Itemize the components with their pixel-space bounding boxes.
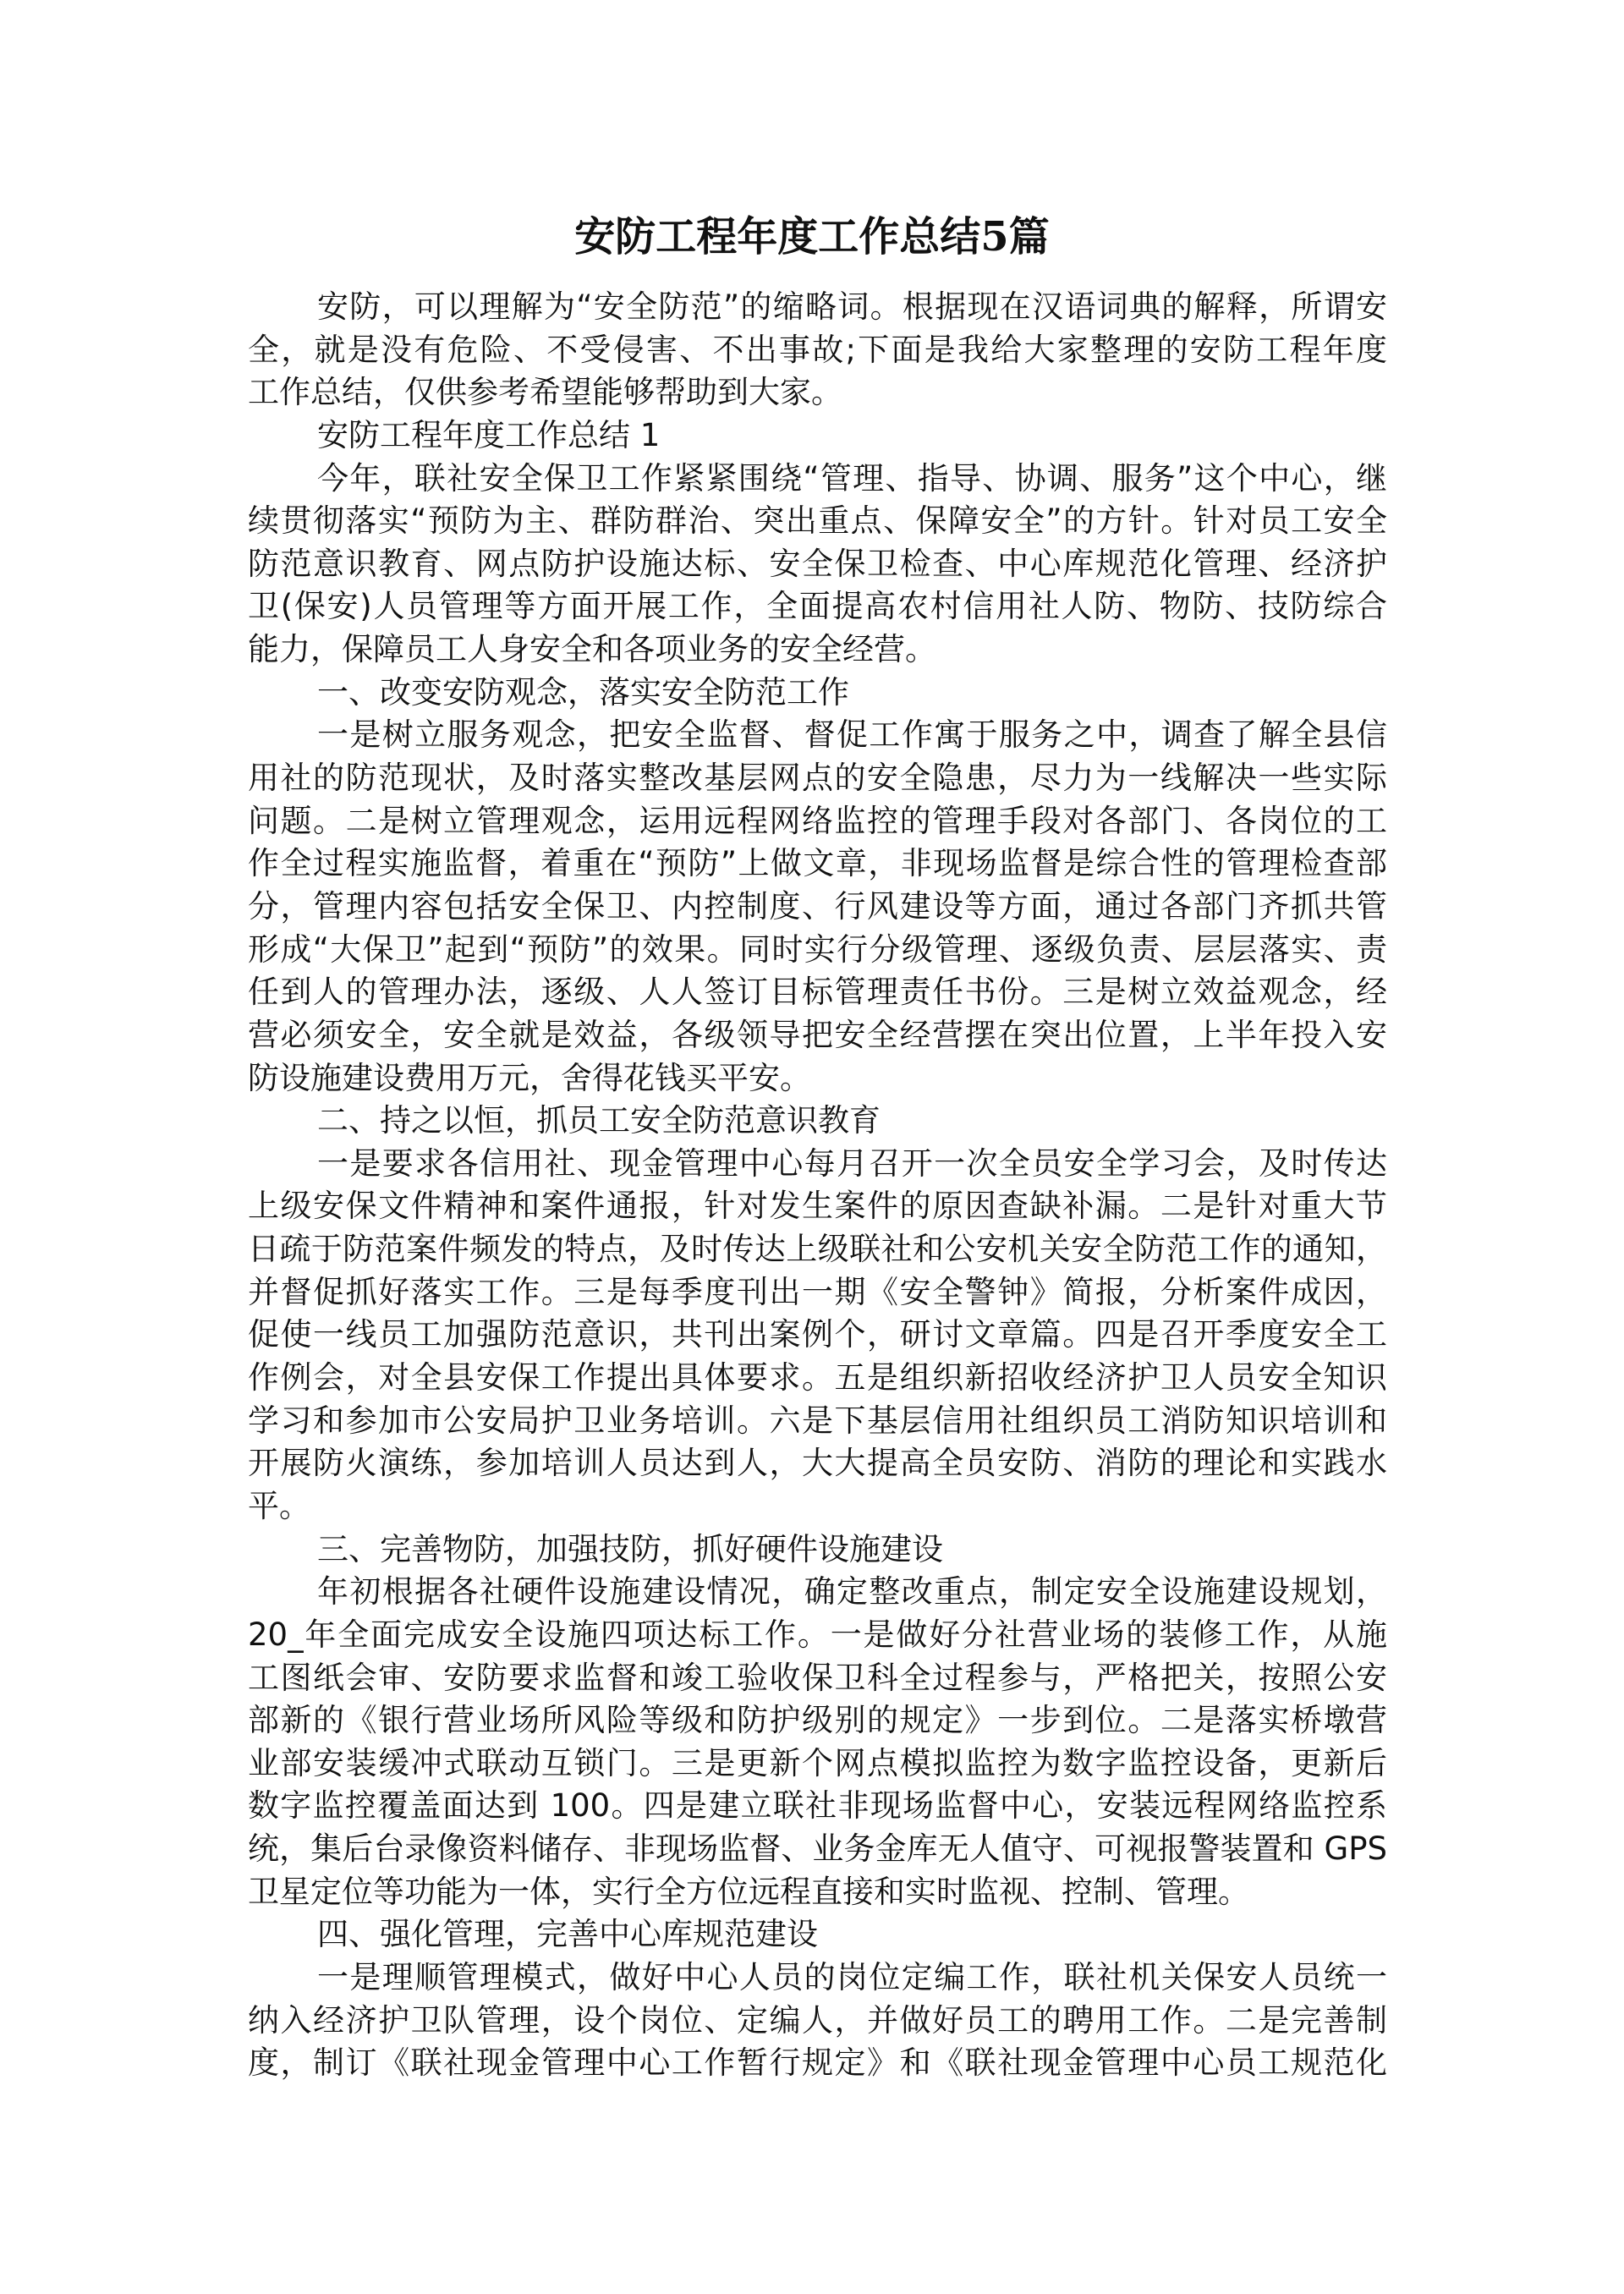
text-line: 一、改变安防观念，落实安全防范工作 [317, 673, 849, 711]
text-line: 卫星定位等功能为一体，实行全方位远程直接和实时监视、控制、管理。 [248, 1873, 1249, 1910]
paragraph [248, 1571, 1387, 1913]
text-line: 用社的防范现状，及时落实整改基层网点的安全隐患，尽力为一线解决一些实际 [248, 760, 1387, 797]
text-line: 上级安保文件精神和案件通报，针对发生案件的原因查缺补漏。二是针对重大节 [248, 1188, 1387, 1225]
text-line: 全，就是没有危险、不受侵害、不出事故;下面是我给大家整理的安防工程年度 [248, 331, 1387, 368]
text-line: 学习和参加市公安局护卫业务培训。六是下基层信用社组织员工消防知识培训和 [248, 1402, 1387, 1439]
section-heading [248, 672, 1387, 715]
paragraph [248, 714, 1387, 1100]
text-line: 工作总结，仅供参考希望能够帮助到大家。 [248, 374, 842, 411]
text-line: 一是要求各信用社、现金管理中心每月召开一次全员安全学习会，及时传达 [317, 1144, 1387, 1182]
text-line: 业部安装缓冲式联动互锁门。三是更新个网点模拟监控为数字监控设备，更新后 [248, 1744, 1387, 1781]
text-line: 三、完善物防，加强技防，抓好硬件设施建设 [317, 1530, 943, 1567]
paragraph [248, 1143, 1387, 1528]
text-line: 二、持之以恒，抓员工安全防范意识教育 [317, 1102, 881, 1139]
text-line: 能力，保障员工人身安全和各项业务的安全经营。 [248, 631, 936, 668]
text-line: 年初根据各社硬件设施建设情况，确定整改重点，制定安全设施建设规划， [317, 1573, 1387, 1611]
text-line: 统，集后台录像资料储存、非现场监督、业务金库无人值守、可视报警装置和 GPS [248, 1830, 1387, 1868]
section-heading [248, 1100, 1387, 1143]
text-line: 日疏于防范案件频发的特点，及时传达上级联社和公安机关安全防范工作的通知， [248, 1231, 1387, 1268]
text-line: 度，制订《联社现金管理中心工作暂行规定》和《联社现金管理中心员工规范化 [248, 2044, 1387, 2082]
text-line: 并督促抓好落实工作。三是每季度刊出一期《安全警钟》简报，分析案件成因， [248, 1273, 1387, 1310]
text-line: 问题。二是树立管理观念，运用远程网络监控的管理手段对各部门、各岗位的工 [248, 802, 1387, 839]
text-line: 纳入经济护卫队管理，设个岗位、定编人，并做好员工的聘用工作。二是完善制 [248, 2001, 1387, 2039]
paragraph [248, 458, 1387, 672]
text-line: 今年，联社安全保卫工作紧紧围绕“管理、指导、协调、服务”这个中心，继 [317, 459, 1387, 497]
document-body [248, 286, 1387, 2085]
text-line: 促使一线员工加强防范意识，共刊出案例个，研讨文章篇。四是召开季度安全工 [248, 1316, 1387, 1353]
text-line: 工图纸会审、安防要求监督和竣工验收保卫科全过程参与，严格把关，按照公安 [248, 1659, 1387, 1696]
text-line: 平。 [248, 1487, 310, 1524]
text-line: 任到人的管理办法，逐级、人人签订目标管理责任书份。三是树立效益观念，经 [248, 974, 1387, 1011]
section-heading [248, 1528, 1387, 1572]
text-line: 安防工程年度工作总结 1 [317, 416, 661, 453]
paragraph [248, 1956, 1387, 2085]
section-heading [248, 414, 1387, 458]
text-line: 营必须安全，安全就是效益，各级领导把安全经营摆在突出位置，上半年投入安 [248, 1016, 1387, 1053]
text-line: 作例会，对全县安保工作提出具体要求。五是组织新招收经济护卫人员安全知识 [248, 1359, 1387, 1397]
text-line: 安防，可以理解为“安全防范”的缩略词。根据现在汉语词典的解释，所谓安 [317, 288, 1387, 325]
text-line: 形成“大保卫”起到“预防”的效果。同时实行分级管理、逐级负责、层层落实、责 [248, 930, 1387, 968]
text-line: 开展防火演练，参加培训人员达到人，大大提高全员安防、消防的理论和实践水 [248, 1445, 1387, 1482]
text-line: 防设施建设费用万元，舍得花钱买平安。 [248, 1059, 811, 1096]
text-line: 一是理顺管理模式，做好中心人员的岗位定编工作，联社机关保安人员统一 [317, 1958, 1387, 1995]
text-line: 防范意识教育、网点防护设施达标、安全保卫检查、中心库规范化管理、经济护 [248, 545, 1387, 582]
paragraph [248, 286, 1387, 414]
text-line: 一是树立服务观念，把安全监督、督促工作寓于服务之中，调查了解全县信 [317, 716, 1387, 754]
document-title: 安防工程年度工作总结5篇 [574, 213, 1050, 261]
text-line: 作全过程实施监督，着重在“预防”上做文章，非现场监督是综合性的管理检查部 [248, 845, 1387, 882]
text-line: 分，管理内容包括安全保卫、内控制度、行风建设等方面，通过各部门齐抓共管 [248, 887, 1387, 925]
text-line: 四、强化管理，完善中心库规范建设 [317, 1916, 818, 1953]
text-line: 20_年全面完成安全设施四项达标工作。一是做好分社营业场的装修工作，从施 [248, 1616, 1387, 1653]
text-line: 部新的《银行营业场所风险等级和防护级别的规定》一步到位。二是落实桥墩营 [248, 1702, 1387, 1739]
section-heading [248, 1913, 1387, 1956]
text-line: 数字监控覆盖面达到 100。四是建立联社非现场监督中心，安装远程网络监控系 [248, 1787, 1387, 1825]
text-line: 卫(保安)人员管理等方面开展工作，全面提高农村信用社人防、物防、技防综合 [248, 588, 1387, 625]
text-line: 续贯彻落实“预防为主、群防群治、突出重点、保障安全”的方针。针对员工安全 [248, 502, 1387, 540]
